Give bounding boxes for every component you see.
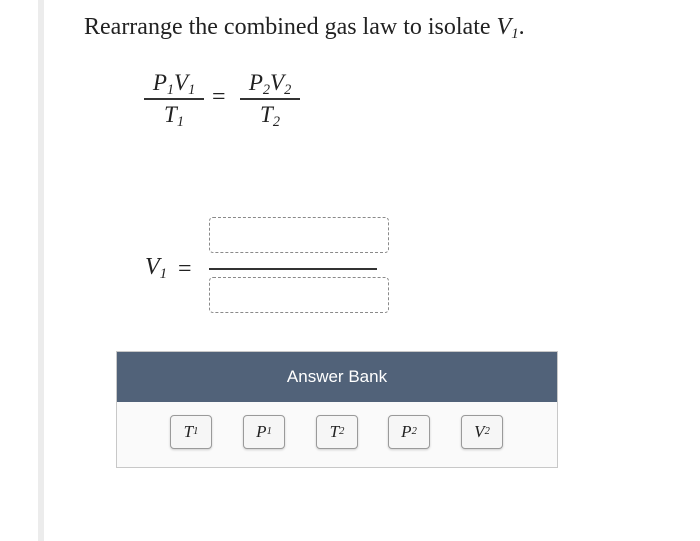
fraction-bar [240, 98, 300, 100]
question-variable: $V_1$ [496, 14, 519, 43]
answer-lhs-variable: $V_1$ [145, 254, 168, 283]
fraction-bar [144, 98, 204, 100]
question-text [84, 14, 525, 41]
answer-bank-header [117, 352, 557, 402]
tile-p1[interactable]: P 1 [243, 415, 285, 449]
given-equals-sign: = [212, 84, 226, 110]
tile-v2[interactable]: V 2 [461, 415, 503, 449]
given-left-numerator: $P_1V_1$ [152, 70, 196, 98]
answer-bank-title: Answer Bank [286, 367, 388, 386]
question-suffix: . [518, 14, 525, 40]
tile-t2[interactable]: T 2 [316, 415, 358, 449]
given-right-fraction [240, 70, 300, 128]
given-right-numerator: $P_2V_2$ [248, 70, 292, 98]
tile-t1[interactable]: T 1 [170, 415, 212, 449]
tile-p2[interactable]: P 2 [388, 415, 430, 449]
answer-equals-sign: = [178, 256, 192, 282]
page-left-border [38, 0, 44, 541]
numerator-drop-zone[interactable] [209, 217, 389, 253]
given-left-fraction [144, 70, 204, 128]
question-prefix: Rearrange the combined gas law to isolate [84, 14, 497, 40]
answer-bank [116, 351, 558, 468]
given-left-denominator: $T_1$ [164, 101, 184, 130]
denominator-drop-zone[interactable] [209, 277, 389, 313]
answer-fraction-bar [209, 268, 377, 270]
given-right-denominator: $T_2$ [260, 101, 280, 130]
